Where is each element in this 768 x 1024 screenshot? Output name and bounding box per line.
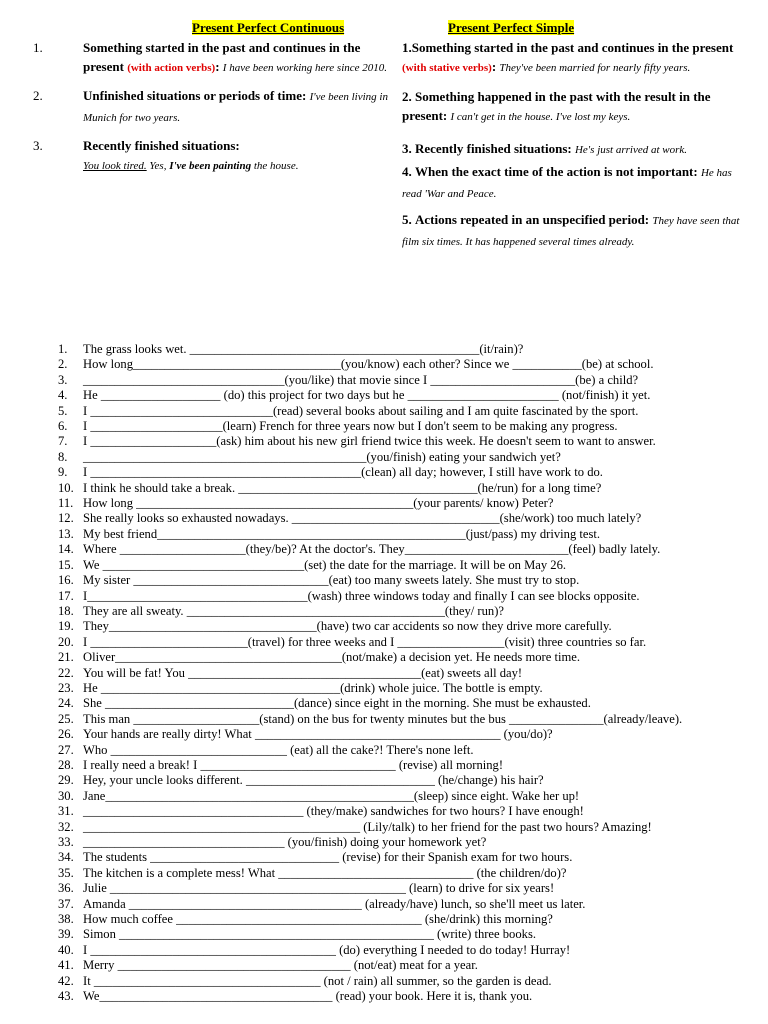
exercise-sentence: How long_________________________________(you/know) each other? Since we ___________(be) at school.: [83, 357, 654, 372]
exercise-sentence: Where ____________________(they/be)? At the doctor's. They__________________________(feel) badly lately.: [83, 542, 661, 557]
column-title: Present Perfect Continuous: [192, 20, 345, 35]
exercise-sentence: Oliver____________________________________(not/make) a decision yet. He needs more time.: [83, 650, 581, 665]
exercise-number: 21.: [58, 650, 74, 665]
exercise-number: 30.: [58, 788, 74, 803]
exercise-item: [58, 635, 758, 650]
exercise-item: [58, 419, 758, 434]
exercise-item: [58, 696, 758, 711]
exercise-item: [58, 342, 758, 357]
exercise-item: [58, 773, 758, 788]
exercise-sentence: Simon __________________________________________________ (write) three books.: [83, 927, 536, 942]
exercise-item: [58, 496, 758, 511]
exercise-item: [58, 912, 758, 927]
exercise-item: [58, 881, 758, 896]
exercise-number: 32.: [58, 819, 74, 834]
exercise-sentence: I ____________________(ask) him about his new girl friend twice this week. He doesn't seem to want to answer.: [83, 434, 656, 449]
exercise-sentence: They_________________________________(have) two car accidents so now they drive more carefully.: [83, 619, 612, 634]
exercise-item: [58, 789, 758, 804]
exercise-sentence: ________________________________ (you/finish) doing your homework yet?: [83, 835, 487, 849]
exercise-number: 27.: [58, 742, 74, 757]
exercise-sentence: It ____________________________________ (not / rain) all summer, so the garden is dead.: [83, 973, 552, 988]
exercise-number: 26.: [58, 727, 74, 742]
exercise-sentence: ___________________________________ (they/make) sandwiches for two hours? I have enough!: [83, 804, 584, 819]
exercise-item: [58, 897, 758, 912]
present-perfect-simple-column: [402, 20, 752, 252]
exercise-number: 16.: [58, 573, 74, 588]
exercise-number: 34.: [58, 850, 74, 865]
exercise-number: 5.: [58, 403, 68, 418]
exercise-number: 24.: [58, 696, 74, 711]
exercise-sentence: I ___________________________________________(clean) all day; however, I still have work to do.: [83, 465, 603, 480]
exercise-sentence: She really looks so exhausted nowadays. _________________________________(she/work) too much lately?: [83, 511, 642, 526]
exercise-sentence: Amanda _____________________________________ (already/have) lunch, so she'll meet us later.: [83, 896, 586, 911]
exercise-item: [58, 650, 758, 665]
exercise-number: 1.: [58, 342, 68, 356]
exercise-sentence: They are all sweaty. _________________________________________(they/ run)?: [83, 603, 504, 618]
exercise-item: [58, 450, 758, 465]
exercise-number: 2.: [58, 357, 68, 372]
exercise-sentence: I _________________________(travel) for three weeks and I _________________(visit) three countries so far.: [83, 634, 647, 649]
exercise-number: 12.: [58, 511, 74, 526]
exercise-sentence: Hey, your uncle looks different. ______________________________ (he/change) his hair?: [83, 773, 544, 788]
exercise-item: [58, 681, 758, 696]
exercise-item: [58, 758, 758, 773]
exercise-item: [58, 434, 758, 449]
exercise-sentence: The students ______________________________ (revise) for their Spanish exam for two hours.: [83, 850, 573, 865]
exercise-number: 20.: [58, 634, 74, 649]
rule-item: 2. Unfinished situations or periods of time: I've been living in Munich for two years.: [33, 88, 388, 124]
exercise-number: 31.: [58, 804, 74, 819]
rule-item: 3. Recently finished situations: He's just arrived at work.: [402, 141, 688, 156]
exercise-item: [58, 835, 758, 850]
exercise-sentence: I _____________________(learn) French for three years now but I don't seem to be making any progress.: [83, 419, 618, 434]
exercise-item: [58, 804, 758, 819]
exercise-sentence: _____________________________________________(you/finish) eating your sandwich yet?: [83, 449, 561, 464]
exercise-item: [58, 388, 758, 403]
exercise-number: 19.: [58, 619, 74, 634]
exercise-number: 3.: [58, 372, 68, 387]
exercise-item: [58, 850, 758, 865]
exercise-item: [58, 820, 758, 835]
exercise-number: 11.: [58, 496, 74, 511]
exercise-sentence: I really need a break! I _______________________________ (revise) all morning!: [83, 757, 504, 772]
exercise-sentence: My best friend_________________________________________________(just/pass) my driving test.: [83, 526, 601, 541]
exercise-sentence: How long ____________________________________________(your parents/ know) Peter?: [83, 496, 554, 511]
exercise-number: 36.: [58, 881, 74, 896]
exercise-sentence: Jane_________________________________________________(sleep) since eight. Wake her up!: [83, 788, 580, 803]
rule-item: 1.Something started in the past and continues in the present (with stative verbs): They've been married for nearly fifty years.: [402, 40, 734, 74]
exercise-item: [58, 989, 758, 1004]
exercise-sentence: Julie _______________________________________________ (learn) to drive for six years!: [83, 881, 555, 896]
exercise-sentence: This man ____________________(stand) on the bus for twenty minutes but the bus _______________(already/leave).: [83, 711, 683, 726]
exercise-item: [58, 866, 758, 881]
exercise-number: 22.: [58, 665, 74, 680]
exercise-number: 6.: [58, 419, 68, 434]
exercise-item: [58, 357, 758, 372]
exercise-number: 13.: [58, 526, 74, 541]
exercise-sentence: We_____________________________________ (read) your book. Here it is, thank you.: [83, 989, 533, 1004]
column-title: Present Perfect Simple: [448, 20, 575, 35]
exercise-sentence: ________________________________(you/like) that movie since I _______________________(be) a child?: [83, 372, 639, 387]
exercise-item: [58, 589, 758, 604]
exercise-item: [58, 373, 758, 388]
exercise-item: [58, 943, 758, 958]
exercise-item: [58, 743, 758, 758]
exercise-number: 17.: [58, 588, 74, 603]
exercise-item: [58, 465, 758, 480]
exercise-item: [58, 958, 758, 973]
exercise-number: 28.: [58, 757, 74, 772]
exercise-item: [58, 481, 758, 496]
exercise-sentence: The kitchen is a complete mess! What _______________________________ (the children/do)?: [83, 865, 567, 880]
exercise-sentence: The grass looks wet. ______________________________________________(it/rain)?: [83, 342, 524, 356]
exercise-number: 25.: [58, 711, 74, 726]
exercise-number: 7.: [58, 434, 68, 449]
exercise-number: 29.: [58, 773, 74, 788]
rule-item: 5. Actions repeated in an unspecified period: They have seen that film six times. It has happened several times already.: [402, 212, 740, 248]
exercise-item: [58, 542, 758, 557]
exercise-item: [58, 511, 758, 526]
exercise-sentence: I _______________________________________ (do) everything I needed to do today! Hurray!: [83, 942, 571, 957]
exercise-item: [58, 604, 758, 619]
exercise-sentence: I think he should take a break. ______________________________________(he/run) for a long time?: [83, 480, 602, 495]
exercise-sentence: I _____________________________(read) several books about sailing and I am quite fascinated by the sport.: [83, 403, 639, 418]
exercise-number: 18.: [58, 603, 74, 618]
exercise-number: 35.: [58, 865, 74, 880]
exercise-number: 10.: [58, 480, 74, 495]
exercise-number: 37.: [58, 896, 74, 911]
exercise-sentence: Who ____________________________ (eat) all the cake?! There's none left.: [83, 742, 474, 757]
exercise-item: [58, 974, 758, 989]
exercise-number: 4.: [58, 388, 68, 403]
exercise-number: 43.: [58, 989, 74, 1004]
exercise-number: 40.: [58, 942, 74, 957]
rule-item: 4. When the exact time of the action is not important: He has read 'War and Peace.: [402, 164, 732, 200]
exercise-sentence: I___________________________________(wash) three windows today and finally I can see blocks opposite.: [83, 588, 640, 603]
exercise-sentence: We ________________________________(set) the date for the marriage. It will be on May 26.: [83, 557, 567, 572]
exercise-sentence: You will be fat! You _____________________________________(eat) sweets all day!: [83, 665, 523, 680]
rule-item: 2. Something happened in the past with the result in the present: I can't get in the house. I've lost my keys.: [402, 89, 711, 123]
exercise-sentence: ____________________________________________ (Lily/talk) to her friend for the past two hours? Amazing!: [83, 819, 652, 834]
exercise-list: [58, 342, 758, 1004]
exercise-item: [58, 404, 758, 419]
exercise-item: [58, 666, 758, 681]
present-perfect-continuous-column: [33, 20, 388, 176]
exercise-number: 38.: [58, 912, 74, 927]
exercise-number: 42.: [58, 973, 74, 988]
exercise-sentence: How much coffee _______________________________________ (she/drink) this morning?: [83, 912, 553, 927]
exercise-number: 9.: [58, 465, 68, 480]
exercise-sentence: Merry _____________________________________ (not/eat) meat for a year.: [83, 958, 478, 973]
exercise-number: 41.: [58, 958, 74, 973]
exercise-item: [58, 558, 758, 573]
exercise-number: 8.: [58, 449, 68, 464]
exercise-sentence: My sister _______________________________(eat) too many sweets lately. She must try to stop.: [83, 573, 580, 588]
exercise-sentence: He ___________________ (do) this project for two days but he ________________________ (not/finish) it yet.: [83, 388, 651, 403]
exercise-item: [58, 712, 758, 727]
exercise-sentence: Your hands are really dirty! What _______________________________________ (you/do)?: [83, 727, 553, 742]
exercise-item: [58, 619, 758, 634]
rule-item: 3. Recently finished situations: You look tired. Yes, I've been painting the house.: [33, 138, 299, 172]
exercise-number: 15.: [58, 557, 74, 572]
exercise-item: [58, 573, 758, 588]
exercise-item: [58, 727, 758, 742]
exercise-number: 39.: [58, 927, 74, 942]
exercise-item: [58, 927, 758, 942]
exercise-sentence: He ______________________________________(drink) whole juice. The bottle is empty.: [83, 680, 543, 695]
exercise-number: 14.: [58, 542, 74, 557]
exercise-sentence: She ______________________________(dance) since eight in the morning. She must be exhausted.: [83, 696, 591, 711]
exercise-number: 23.: [58, 680, 74, 695]
exercise-number: 33.: [58, 835, 74, 849]
rule-item: 1. Something started in the past and continues in the present (with action verbs): I have been working here since 2010.: [33, 40, 388, 74]
exercise-item: [58, 527, 758, 542]
